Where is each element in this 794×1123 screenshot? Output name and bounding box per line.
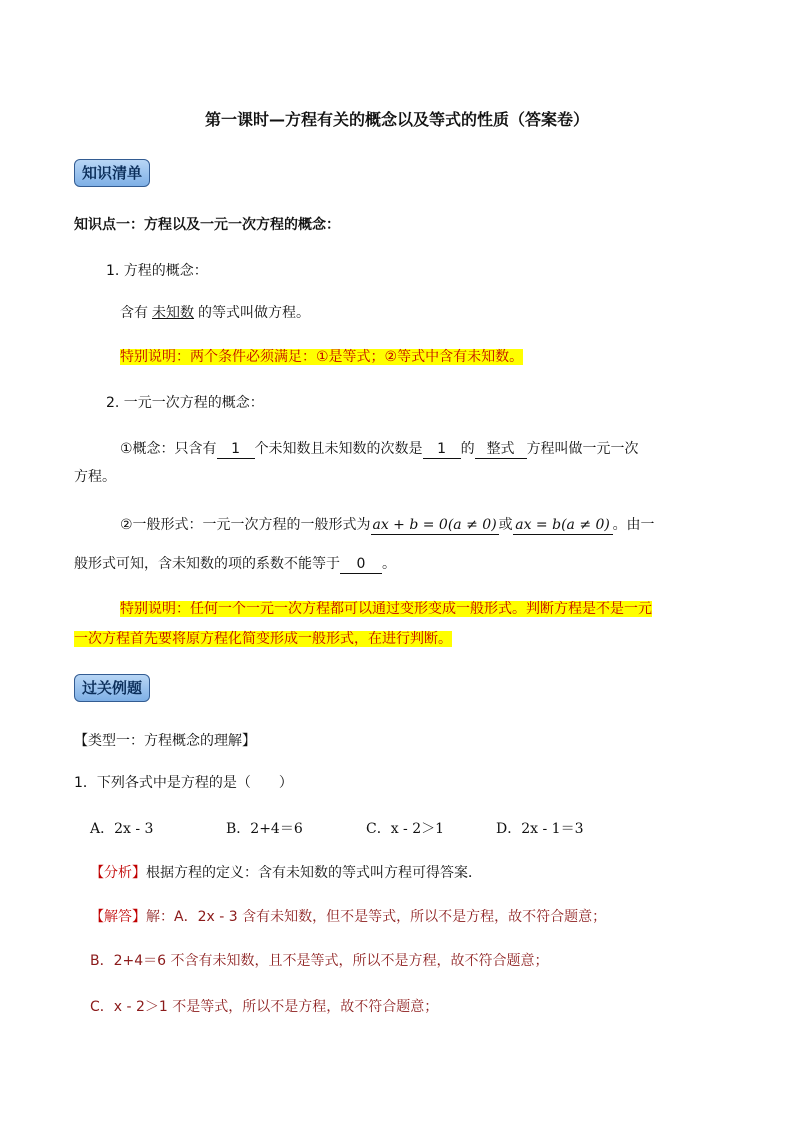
special-note-1: 特别说明：两个条件必须满足：①是等式；②等式中含有未知数。 bbox=[120, 349, 524, 365]
option-b: B．2+4＝6 bbox=[226, 821, 303, 837]
answer-blank-integral: 整式 bbox=[475, 440, 527, 459]
answer-line-3: C．x - 2＞1 不是等式，所以不是方程，故不符合题意； bbox=[90, 999, 439, 1015]
knowledge-point-heading: 知识点一：方程以及一元一次方程的概念： bbox=[74, 217, 340, 233]
concept-line-2: 方程。 bbox=[74, 469, 116, 485]
concept-line-1: ①概念：只含有 1 个未知数且未知数的次数是 1 的 整式 方程叫做一元一次 bbox=[120, 441, 639, 457]
special-note-2-line-2: 一次方程首先要将原方程化简变形成一般形式，在进行判断。 bbox=[74, 631, 452, 647]
answer-blank-degree: 1 bbox=[423, 440, 461, 459]
equation-definition: 含有 未知数 的等式叫做方程。 bbox=[120, 305, 310, 321]
answer-blank-count: 1 bbox=[217, 440, 255, 459]
answer-line-2: B．2+4＝6 不含有未知数，且不是等式，所以不是方程，故不符合题意； bbox=[90, 953, 549, 969]
section-badge-examples: 过关例题 bbox=[74, 674, 150, 702]
option-a: A．2x - 3 bbox=[90, 821, 154, 837]
section-badge-knowledge: 知识清单 bbox=[74, 159, 150, 187]
general-form-line-2: 般形式可知，含未知数的项的系数不能等于 0 。 bbox=[74, 556, 396, 572]
analysis: 【分析】根据方程的定义：含有未知数的等式叫方程可得答案． bbox=[90, 865, 482, 881]
special-note-2-line-1: 特别说明：任何一个一元一次方程都可以通过变形变成一般形式。判断方程是不是一元 bbox=[120, 601, 652, 617]
option-c: C．x - 2＞1 bbox=[366, 821, 445, 837]
type-heading: 【类型一：方程概念的理解】 bbox=[74, 733, 256, 749]
analysis-tag: 【分析】 bbox=[90, 865, 146, 881]
question-1: 1．下列各式中是方程的是（ ） bbox=[74, 775, 293, 791]
formula-general-2: ax = b(a ≠ 0) bbox=[513, 516, 613, 535]
item-2-label: 2. 一元一次方程的概念： bbox=[106, 395, 264, 411]
answer-blank-unknown: 未知数 bbox=[152, 305, 194, 321]
general-form-line-1: ②一般形式：一元一次方程的一般形式为 ax + b = 0(a ≠ 0) 或 ax = b(a ≠ 0) 。由一 bbox=[120, 517, 655, 533]
formula-general-1: ax + b = 0(a ≠ 0) bbox=[372, 517, 497, 533]
item-1-label: 1. 方程的概念： bbox=[106, 263, 208, 279]
page-title: 第一课时—方程有关的概念以及等式的性质（答案卷） bbox=[204, 110, 589, 129]
answer-blank-zero: 0 bbox=[340, 555, 382, 574]
answer-tag: 【解答】 bbox=[90, 909, 146, 925]
option-d: D．2x - 1＝3 bbox=[496, 821, 584, 837]
answer-line-1: 【解答】解：A．2x - 3 含有未知数，但不是等式，所以不是方程，故不符合题意； bbox=[90, 909, 607, 925]
